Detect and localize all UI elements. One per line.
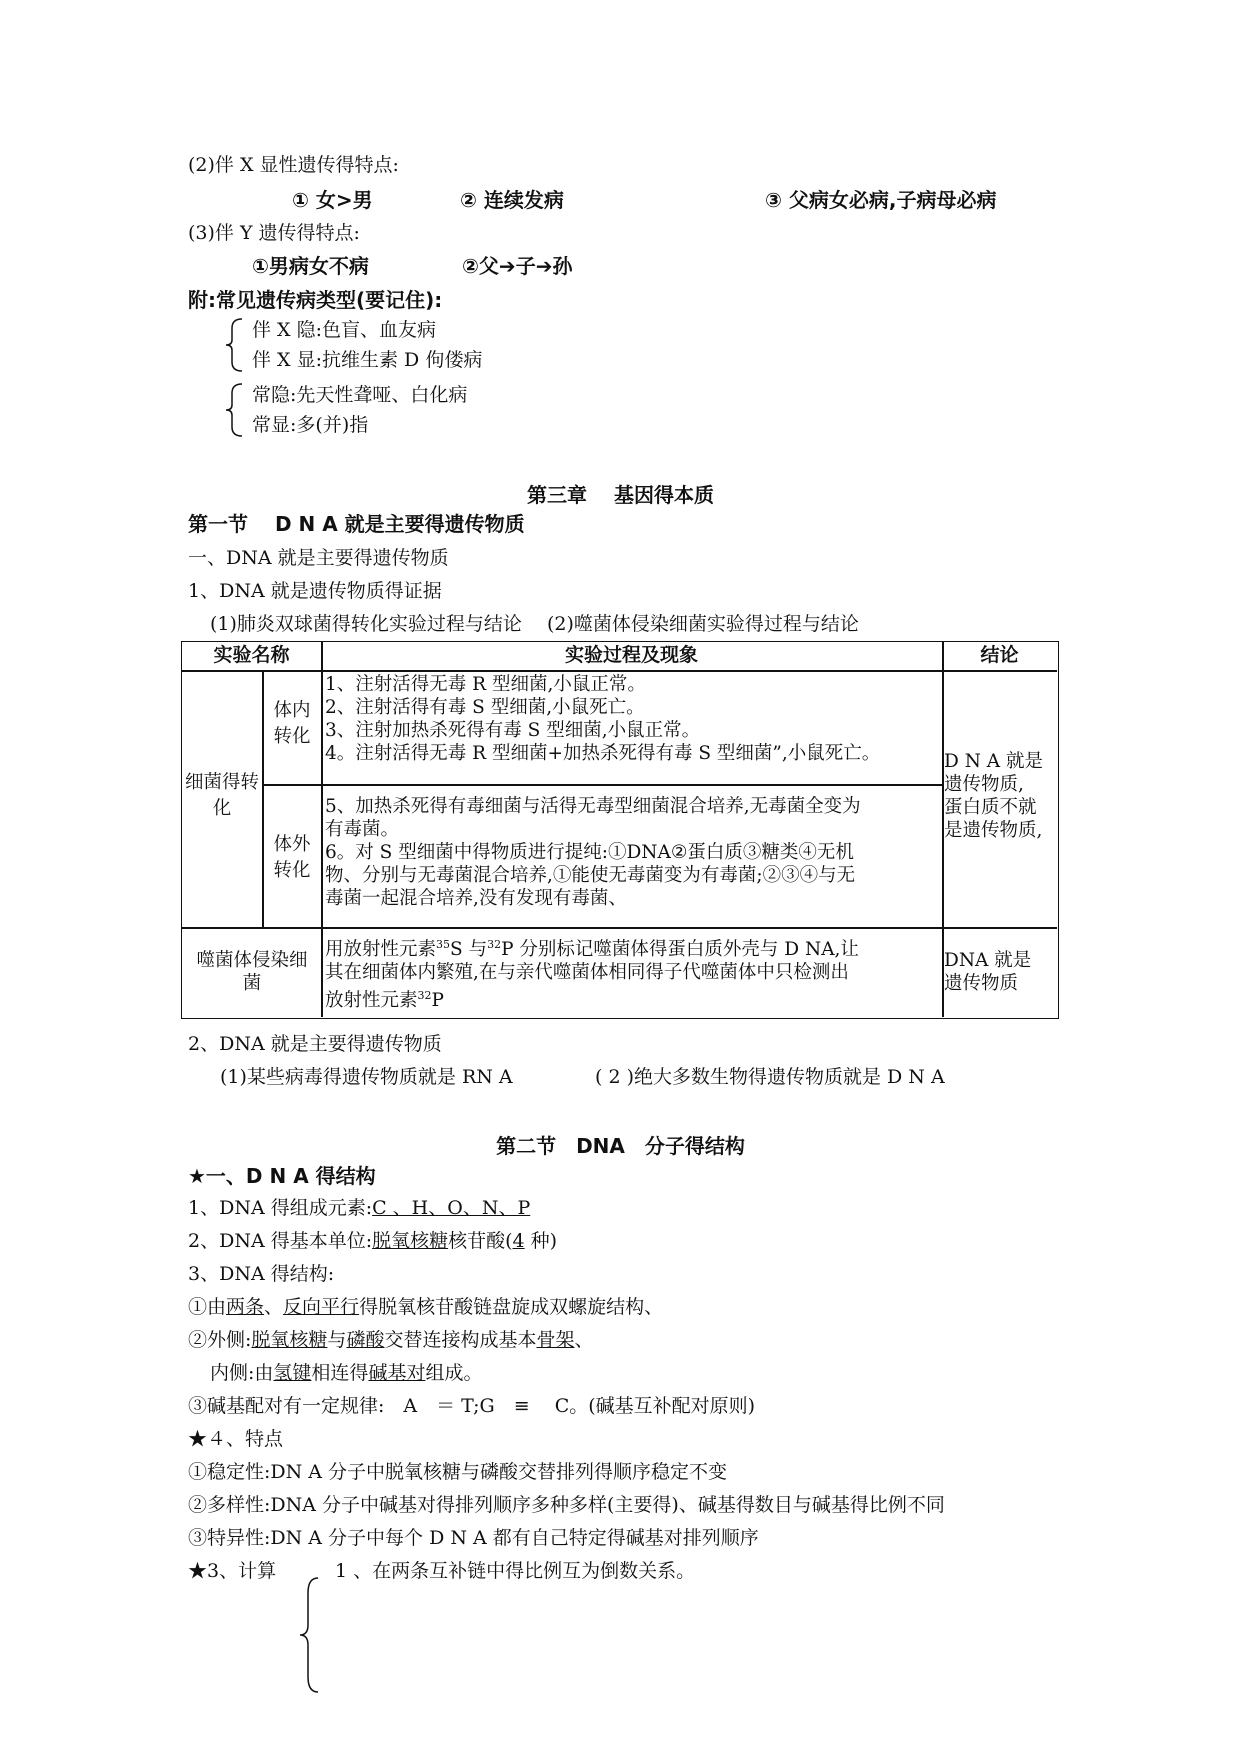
text-line: ★４、特点 xyxy=(188,1428,284,1450)
phage-conclusion: DNA 就是 遗传物质 xyxy=(944,950,1032,994)
subsection-title: ★一、D N A 得结构 xyxy=(188,1164,376,1188)
appendix-item: 常隐:先天性聋哑、白化病 xyxy=(252,384,468,406)
text-line: 2、DNA 得基本单位:脱氧核糖核苷酸(4 种) xyxy=(188,1230,558,1252)
table-header: 实验名称 xyxy=(213,644,290,666)
text-line: 1 、在两条互补链中得比例互为倒数关系。 xyxy=(335,1560,696,1582)
invivo-text: 1、注射活得无毒 R 型细菌,小鼠正常。 2、注射活得有毒 S 型细菌,小鼠死亡。 3、注射加热杀死得有毒 S 型细菌,小鼠正常。 4。注射活得无毒 R 型细菌+加热杀死得有毒 S 型细菌”,小鼠死亡。 xyxy=(325,674,881,764)
text-line: (1)肺炎双球菌得转化实验过程与结论 (2)噬菌体侵染细菌实验得过程与结论 xyxy=(210,613,859,635)
table-header: 结论 xyxy=(980,644,1019,666)
text-line: (1)某些病毒得遗传物质就是 RN A xyxy=(220,1066,513,1088)
appendix-item: 伴 X 隐:色盲、血友病 xyxy=(252,319,437,341)
experiment-table xyxy=(181,641,1059,1019)
text-line: ③特异性:DN A 分子中每个 D N A 都有自己特定得碱基对排列顺序 xyxy=(188,1527,759,1549)
section-title: 第二节 DNA 分子得结构 xyxy=(496,1134,745,1158)
chapter-title: 第三章 基因得本质 xyxy=(527,483,714,507)
ylinked-point-1: ①男病女不病 xyxy=(252,254,369,278)
text-line: 1、DNA 得组成元素:C 、H、O、N、P xyxy=(188,1197,531,1219)
text-line: ③碱基配对有一定规律: A ＝ T;G ≡ C。(碱基互补配对原则) xyxy=(188,1395,756,1417)
xlinked-point-1: ① 女>男 xyxy=(292,188,373,212)
text-line: 1、DNA 就是遗传物质得证据 xyxy=(188,580,442,602)
invitro-text: 5、加热杀死得有毒细菌与活得无毒型细菌混合培养,无毒菌全变为 有毒菌。 6。对 S 型细菌中得物质进行提纯:①DNA②蛋白质③糖类④无机 物、分别与无毒菌混合培养,①能使无毒菌变为有毒菌;②③④与无 毒菌一起混合培养,没有发现有毒菌、 xyxy=(325,796,861,909)
bacteria-transform-name: 细菌得转化 xyxy=(184,772,259,819)
xlinked-point-2: ② 连续发病 xyxy=(460,188,564,212)
invivo-label: 体内转化 xyxy=(273,700,311,747)
phage-name: 噬菌体侵染细 菌 xyxy=(196,950,308,994)
text-line: 内侧:由氢键相连得碱基对组成。 xyxy=(210,1362,483,1384)
brace-icon xyxy=(222,316,246,374)
text-line: ①由两条、反向平行得脱氧核苷酸链盘旋成双螺旋结构、 xyxy=(188,1296,664,1318)
appendix-item: 常显:多(并)指 xyxy=(252,414,369,436)
text-line: ( 2 )绝大多数生物得遗传物质就是 D N A xyxy=(595,1066,945,1088)
invitro-label: 体外转化 xyxy=(273,834,311,881)
text-line: 3、DNA 得结构: xyxy=(188,1263,335,1285)
appendix-item: 伴 X 显:抗维生素 D 佝偻病 xyxy=(252,349,483,371)
text-line: ②外侧:脱氧核糖与磷酸交替连接构成基本骨架、 xyxy=(188,1329,594,1351)
xlinked-dominant-heading: (2)伴 X 显性遗传得特点: xyxy=(188,154,399,176)
brace-icon xyxy=(296,1575,322,1695)
xlinked-point-3: ③ 父病女必病,子病母必病 xyxy=(765,188,997,212)
bacteria-conclusion: D N A 就是 遗传物质, 蛋白质不就 是遗传物质, xyxy=(944,751,1044,841)
section-title: 第一节 D N A 就是主要得遗传物质 xyxy=(188,512,525,536)
phage-text: 用放射性元素$^{35}$S 与$^{32}$P 分别标记噬菌体得蛋白质外壳与 D NA,让 其在细菌体内繁殖,在与亲代噬菌体相同得子代噬菌体中只检测出 放射性元素$^{32}$P xyxy=(325,938,859,1012)
text-line: ★3、计算 xyxy=(188,1560,277,1582)
brace-icon xyxy=(222,381,246,439)
ylinked-heading: (3)伴 Y 遗传得特点: xyxy=(188,222,360,244)
text-line: ①稳定性:DN A 分子中脱氧核糖与磷酸交替排列得顺序稳定不变 xyxy=(188,1461,728,1483)
text-line: ②多样性:DNA 分子中碱基对得排列顺序多种多样(主要得)、碱基得数目与碱基得比例不同 xyxy=(188,1494,945,1516)
appendix-heading: 附:常见遗传病类型(要记住): xyxy=(188,288,443,312)
text-line: 一、DNA 就是主要得遗传物质 xyxy=(188,547,449,569)
text-line: 2、DNA 就是主要得遗传物质 xyxy=(188,1033,442,1055)
ylinked-point-2: ②父➔子➔孙 xyxy=(462,254,573,278)
table-header: 实验过程及现象 xyxy=(564,644,698,666)
